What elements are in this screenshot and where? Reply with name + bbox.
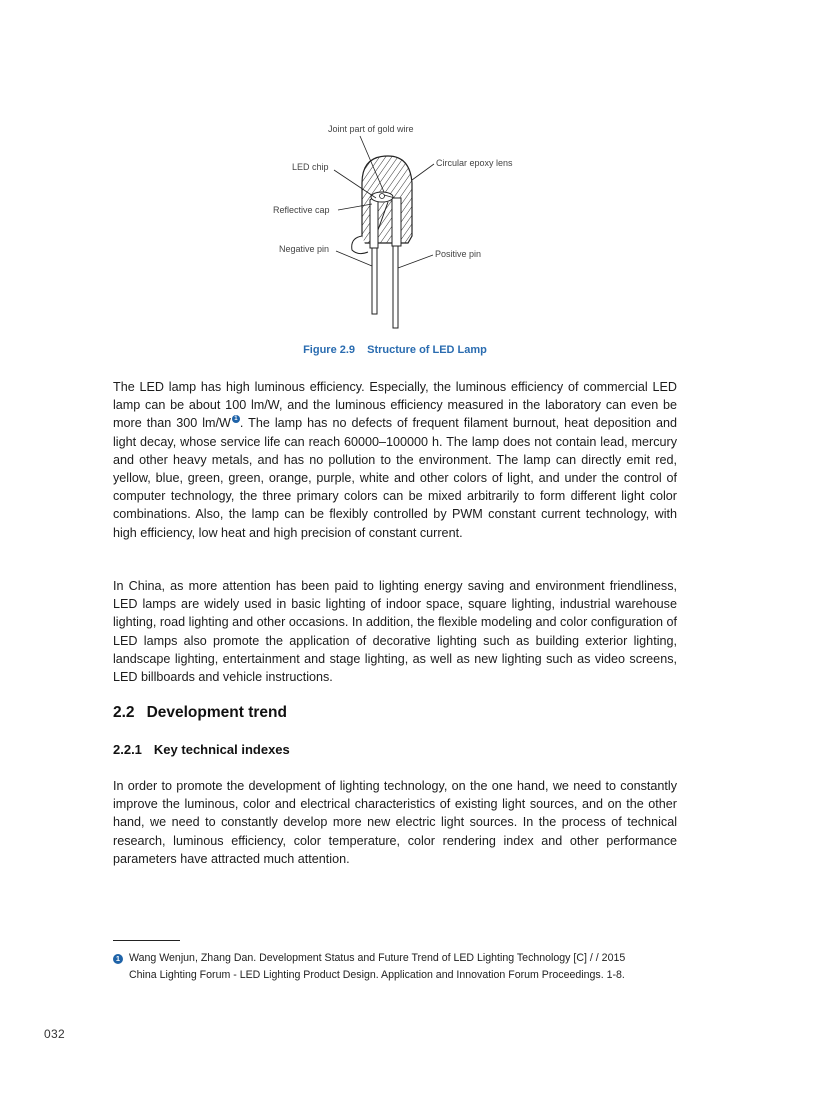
page-number: 032	[44, 1027, 65, 1041]
subsection-heading	[113, 742, 290, 757]
led-chip-shape	[380, 194, 385, 199]
footnote-line-2: China Lighting Forum - LED Lighting Product Design. Application and Innovation Forum Proceedings. 1-8.	[129, 969, 625, 981]
label-epoxy-lens: Circular epoxy lens	[436, 158, 513, 168]
subsection-title: Key technical indexes	[153, 742, 290, 757]
footnote-reference[interactable]: 1	[232, 415, 240, 423]
led-lamp-figure	[260, 118, 550, 338]
paragraph-technical-indexes: In order to promote the development of lighting technology, on the one hand, we need to constantly improve the luminous, color and electrical characteristics of existing light sources, and on the other hand, we need to constantly develop more new electric light sources. In the process of technical research, luminous efficiency, color temperature, color rendering index and other performance parameters have attracted much attention.	[113, 779, 677, 866]
led-lamp-diagram	[260, 118, 550, 338]
negative-pin-shape	[372, 248, 377, 314]
label-gold-wire: Joint part of gold wire	[328, 124, 414, 134]
section-title: Development trend	[146, 704, 287, 721]
footnote-divider	[113, 940, 180, 941]
section-heading	[113, 704, 287, 722]
label-negative-pin: Negative pin	[279, 244, 330, 254]
footnote-line-1: Wang Wenjun, Zhang Dan. Development Status and Future Trend of LED Lighting Technology [C] / / 2015	[129, 952, 626, 964]
label-reflective-cap: Reflective cap	[273, 205, 330, 215]
figure-number: Figure 2.9	[303, 344, 356, 356]
label-positive-pin: Positive pin	[435, 249, 482, 259]
footnote	[113, 950, 683, 984]
footnote-mark-icon: 1	[113, 954, 123, 964]
paragraph-led-efficiency	[113, 378, 677, 542]
subsection-number: 2.2.1	[113, 742, 142, 757]
paragraph-led-applications: In China, as more attention has been paid to lighting energy saving and environment friendliness, LED lamps are widely used in basic lighting of indoor space, square lighting, industrial warehouse lighting, road lighting and other occasions. In addition, the flexible modeling and color configuration of LED lamps also promote the application of decorative lighting such as building exterior lighting, landscape lighting, entertainment and stage lighting, as well as new lighting such as video screens, LED billboards and vehicle instructions.	[113, 579, 677, 685]
positive-pin-shape	[393, 246, 398, 328]
paragraph-text: . The lamp has no defects of frequent filament burnout, heat deposition and light decay, whose service life can reach 60000–100000 h. The lamp does not contain lead, mercury and other heavy metals, and has no pollution to the environment. The lamp can directly emit red, yellow, blue, green, green, orange, purple, white and other colors of light, and under the control of computer technology, the three primary colors can be mixed arbitrarily to form different light color combinations. Also, the lamp can be flexibly controlled by PWM constant current technology, with high efficiency, low heat and high precision of constant current.	[113, 416, 678, 540]
section-number: 2.2	[113, 704, 135, 721]
figure-caption	[0, 344, 790, 356]
label-led-chip: LED chip	[292, 162, 329, 172]
figure-title: Structure of LED Lamp	[367, 344, 487, 356]
paragraph-text: The LED lamp has high luminous efficiency. Especially, the luminous efficiency of commercial LED lamp can be about 100 lm/W, and the luminous efficiency measured in the laboratory can even be more than 300 lm/W	[113, 380, 677, 431]
